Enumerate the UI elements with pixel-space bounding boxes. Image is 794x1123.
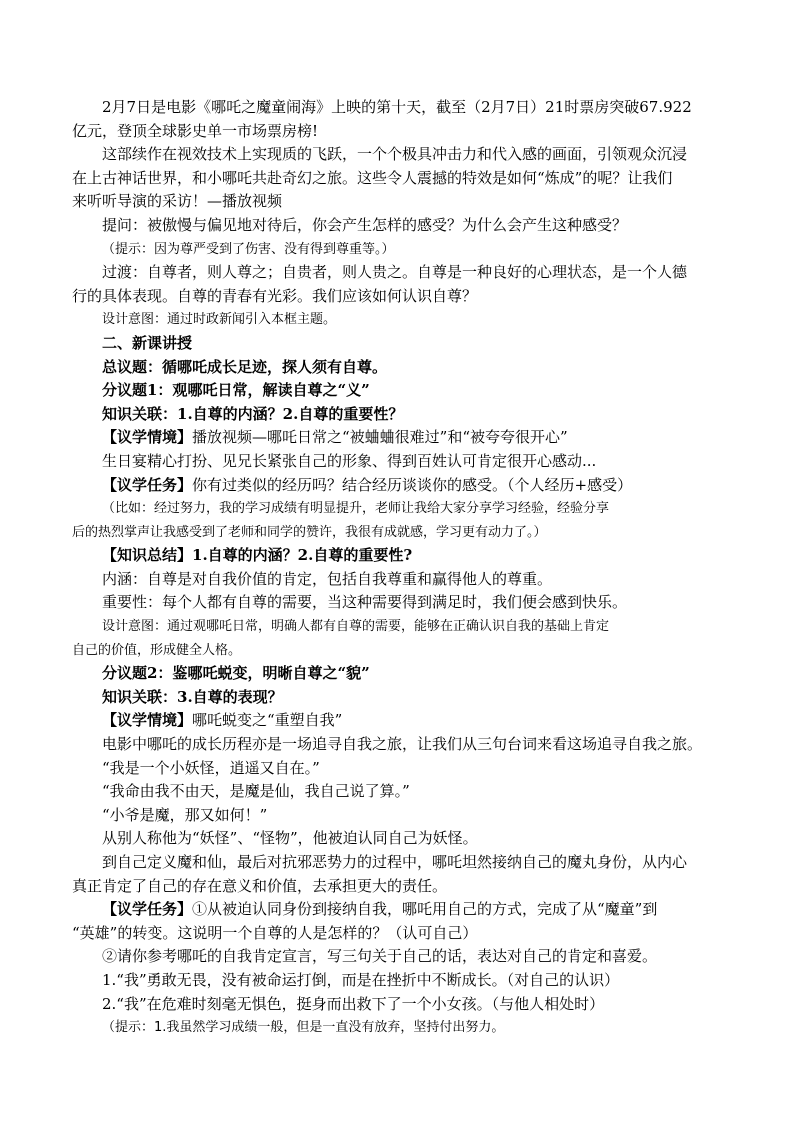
situation-2: [72, 709, 714, 733]
define-line: 真正肯定了自己的存在意义和价值，去承担更大的责任。: [72, 876, 448, 895]
question-line: 提问：被傲慢与偏见地对待后，你会产生怎样的感受？为什么会产生这种感受？: [102, 215, 628, 234]
answer-line: 1.“我”勇敢无畏，没有被命运打倒，而是在挫折中不断成长。（对自己的认识）: [102, 970, 620, 989]
effects-paragraph-line: 在上古神话世界，和小哪吒共赴奇幻之旅。这些令人震撼的特效是如何“炼成”的呢？让我们: [72, 168, 673, 187]
situation-tag: 【议学情境】: [102, 711, 193, 730]
quote-line: “我是一个小妖怪，逍遥又自在。”: [102, 758, 320, 777]
intro-paragraph-line: 亿元，登顶全球影史单一市场票房榜!: [72, 121, 319, 140]
knowledge-link-1: 知识关联：1.自尊的内涵？2.自尊的重要性？: [102, 404, 404, 423]
answer-line: 2.“我”在危难时刻毫无惧色，挺身而出救下了一个小女孩。（与他人相处时）: [102, 994, 605, 1013]
hint-line: （提示：因为尊严受到了伤害、没有得到尊重等。）: [102, 241, 395, 257]
example-line: （比如：经过努力，我的学习成绩有明显提升，老师让我给大家分享学习经验，经验分享: [102, 501, 610, 517]
summary-tag: 【知识总结】: [102, 546, 193, 565]
sub-topic-1: 分议题1：观哪吒日常，解读自尊之“义”: [102, 381, 370, 400]
called-line: 从别人称他为“妖怪”、“怪物”，他被迫认同自己为妖怪。: [102, 829, 478, 848]
design-intent-line: 自己的价值，形成健全人格。: [72, 642, 242, 658]
movie-line: 电影中哪吒的成长历程亦是一场追寻自我之旅，让我们从三句台词来看这场追寻自我之旅。: [102, 735, 703, 754]
transition-line: 行的具体表现。自尊的青春有光彩。我们应该如何认识自尊？: [72, 286, 478, 305]
situation-text: 哪吒蜕变之“重塑自我”: [192, 711, 343, 730]
section-heading: 二、新课讲授: [102, 333, 193, 352]
task-text: ①从被迫认同身份到接纳自我，哪吒用自己的方式，完成了从“魔童”到: [192, 900, 658, 919]
task-tag: 【议学任务】: [102, 900, 193, 919]
knowledge-link-2: 知识关联：3.自尊的表现？: [102, 687, 283, 706]
transition-line: 过渡：自尊者，则人尊之；自贵者，则人贵之。自尊是一种良好的心理状态，是一个人德: [102, 263, 688, 282]
situation-1: [72, 426, 714, 450]
main-topic: 总议题：循哪吒成长足迹，探人须有自尊。: [102, 357, 388, 376]
effects-paragraph-line: 来听听导演的采访！—播放视频: [72, 192, 283, 211]
example-line: 后的热烈掌声让我感受到了老师和同学的赞许，我很有成就感，学习更有动力了。）: [72, 524, 547, 540]
design-intent-line: 设计意图：通过观哪吒日常，明确人都有自尊的需要，能够在正确认识自我的基础上肯定: [102, 619, 610, 635]
quote-line: “小爷是魔，那又如何！”: [102, 805, 268, 824]
task-1: [72, 474, 714, 498]
design-intent-line: 设计意图：通过时政新闻引入本框主题。: [102, 312, 337, 328]
effects-paragraph-line: 这部续作在视效技术上实现质的飞跃，一个个极具冲击力和代入感的画面，引领观众沉浸: [102, 145, 688, 164]
intro-paragraph-line: 2月7日是电影《哪吒之魔童闹海》上映的第十天，截至（2月7日）21时票房突破67.922: [102, 98, 692, 116]
importance-line: 重要性：每个人都有自尊的需要，当这种需要得到满足时，我们便会感到快乐。: [102, 593, 628, 612]
hint-line: （提示：1.我虽然学习成绩一般，但是一直没有放弃，坚持付出努力。: [102, 1020, 505, 1036]
summary: [72, 544, 714, 568]
task-text: 你有过类似的经历吗？结合经历谈谈你的感受。（个人经历+感受）: [192, 475, 633, 494]
situation-1-line2: 生日宴精心打扮、见兄长紧张自己的形象、得到百姓认可肯定很开心感动...: [102, 451, 597, 470]
situation-tag: 【议学情境】: [102, 428, 193, 447]
define-line: 到自己定义魔和仙，最后对抗邪恶势力的过程中，哪吒坦然接纳自己的魔丸身份，从内心: [102, 853, 688, 871]
task-2: [72, 898, 714, 922]
sub-topic-2: 分议题2：鉴哪吒蜕变，明晰自尊之“貌”: [102, 664, 370, 683]
summary-text: 1.自尊的内涵？2.自尊的重要性?: [192, 546, 413, 565]
task-2-line2: “英雄”的转变。这说明一个自尊的人是怎样的？（认可自己）: [72, 923, 478, 942]
task-tag: 【议学任务】: [102, 475, 193, 494]
meaning-line: 内涵：自尊是对自我价值的肯定，包括自我尊重和赢得他人的尊重。: [102, 569, 553, 588]
situation-text: 播放视频—哪吒日常之“被蛐蛐很难过”和“被夸夸很开心”: [192, 428, 568, 447]
quote-line: “我命由我不由天，是魔是仙，我自己说了算。”: [102, 782, 410, 801]
task-2-item2: ②请你参考哪吒的自我肯定宣言，写三句关于自己的话，表达对自己的肯定和喜爱。: [102, 947, 658, 966]
